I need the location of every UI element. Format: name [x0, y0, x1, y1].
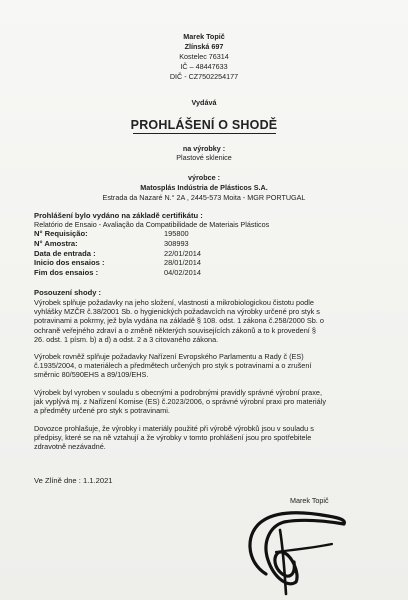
- paragraph-line: a předměty určené pro styk s potravinami.: [34, 406, 170, 416]
- paragraph-line: potravinami a pokrmy, jež byla vydána na základě § 108. odst. 1 zákona č.258/2000 Sb. o: [34, 316, 324, 326]
- certificate-heading: Prohlášení bylo vydáno na základě certifikátu :: [34, 211, 203, 220]
- issuer-ic: IČ – 48447633: [180, 62, 228, 71]
- paragraph-line: předpisy, které se na ně vztahují a že výrobky v tomto prohlášení jsou pro spotřebitele: [34, 433, 312, 443]
- issuer-dic: DIČ - CZ7502254177: [169, 72, 239, 81]
- paragraph-line: č.1935/2004, o materiálech a předmětech určených pro styk s potravinami a o zrušení: [34, 361, 312, 371]
- signatory-name: Marek Topič: [290, 496, 329, 505]
- product-label: na výrobky :: [182, 144, 226, 153]
- paragraph-line: ochraně veřejného zdraví a o změně některých souvisejících zákonů a to k provedení §: [34, 325, 316, 335]
- issuer-name: Marek Topič: [183, 32, 225, 41]
- cert-row-label: Fim dos ensaios :: [34, 268, 99, 277]
- paragraph-line: Dovozce prohlašuje, že výrobky i materiály použité při výrobě výrobků jsou v souladu s: [34, 424, 314, 433]
- cert-row-value: 04/02/2014: [164, 268, 201, 277]
- place-date: Ve Zlíně dne : 1.1.2021: [34, 476, 113, 485]
- assessment-paragraph-1: [34, 298, 374, 344]
- assessment-paragraph-3: [34, 388, 374, 416]
- manufacturer-address: Estrada da Nazaré N.° 2A , 2445-573 Moita - MGR PORTUGAL: [102, 193, 306, 202]
- issued-label: Vydává: [191, 98, 217, 107]
- paragraph-line: zdravotně nezávadné.: [34, 442, 106, 452]
- cert-row-label: N° Requisição:: [34, 229, 88, 238]
- paragraph-line: 26. odst. 1 písm. b) a d) a odst. 2 a 3 citovaného zákona.: [34, 334, 219, 344]
- paragraph-line: vyhlášky MZČR č.38/2001 Sb. o hygienických požadavcích na výrobky určené pro styk s: [34, 307, 320, 317]
- assessment-paragraph-2: [34, 352, 374, 380]
- cert-row-value: 28/01/2014: [164, 258, 201, 267]
- paragraph-line: jak vyplývá mj. z Nařízení Komise (ES) č.2023/2006, o správné výrobní praxi pro materiály: [34, 397, 326, 407]
- cert-row-label: Inicio dos ensaios :: [34, 258, 105, 267]
- document-title: PROHLÁŠENÍ O SHODĚ: [130, 118, 278, 132]
- assessment-heading: Posouzení shody :: [34, 288, 102, 297]
- title-underline: [133, 133, 276, 134]
- paragraph-line: směrnic 80/590EHS a 89/109/EHS.: [34, 370, 149, 380]
- product-value: Plastové sklenice: [176, 153, 232, 162]
- cert-row-value: 308993: [164, 239, 189, 248]
- manufacturer-name: Matosplás Indústria de Plásticos S.A.: [140, 183, 268, 192]
- cert-row-label: Data de entrada :: [34, 249, 96, 258]
- paragraph-line: Výrobek splňuje požadavky na jeho složení, vlastnosti a mikrobiologickou čistotu podle: [34, 298, 314, 307]
- manufacturer-label: výrobce :: [188, 173, 220, 182]
- issuer-street: Zlínská 697: [184, 42, 224, 51]
- handwritten-signature: [236, 502, 356, 598]
- assessment-paragraph-4: [34, 424, 374, 452]
- issuer-city: Kostelec 76314: [179, 52, 229, 61]
- certificate-subtitle: Relatório de Ensaio - Avaliação da Compatibilidade de Materiais Plásticos: [34, 220, 270, 229]
- cert-row-label: N° Amostra:: [34, 239, 78, 248]
- paragraph-line: Výrobek rovněž splňuje požadavky Nařízení Evropského Parlamentu a Rady č (ES): [34, 352, 304, 361]
- cert-row-value: 22/01/2014: [164, 249, 201, 258]
- cert-row-value: 195800: [164, 229, 189, 238]
- paragraph-line: Výrobek byl vyroben v souladu s obecnými a podrobnými pravidly správné výrobní praxe,: [34, 388, 322, 397]
